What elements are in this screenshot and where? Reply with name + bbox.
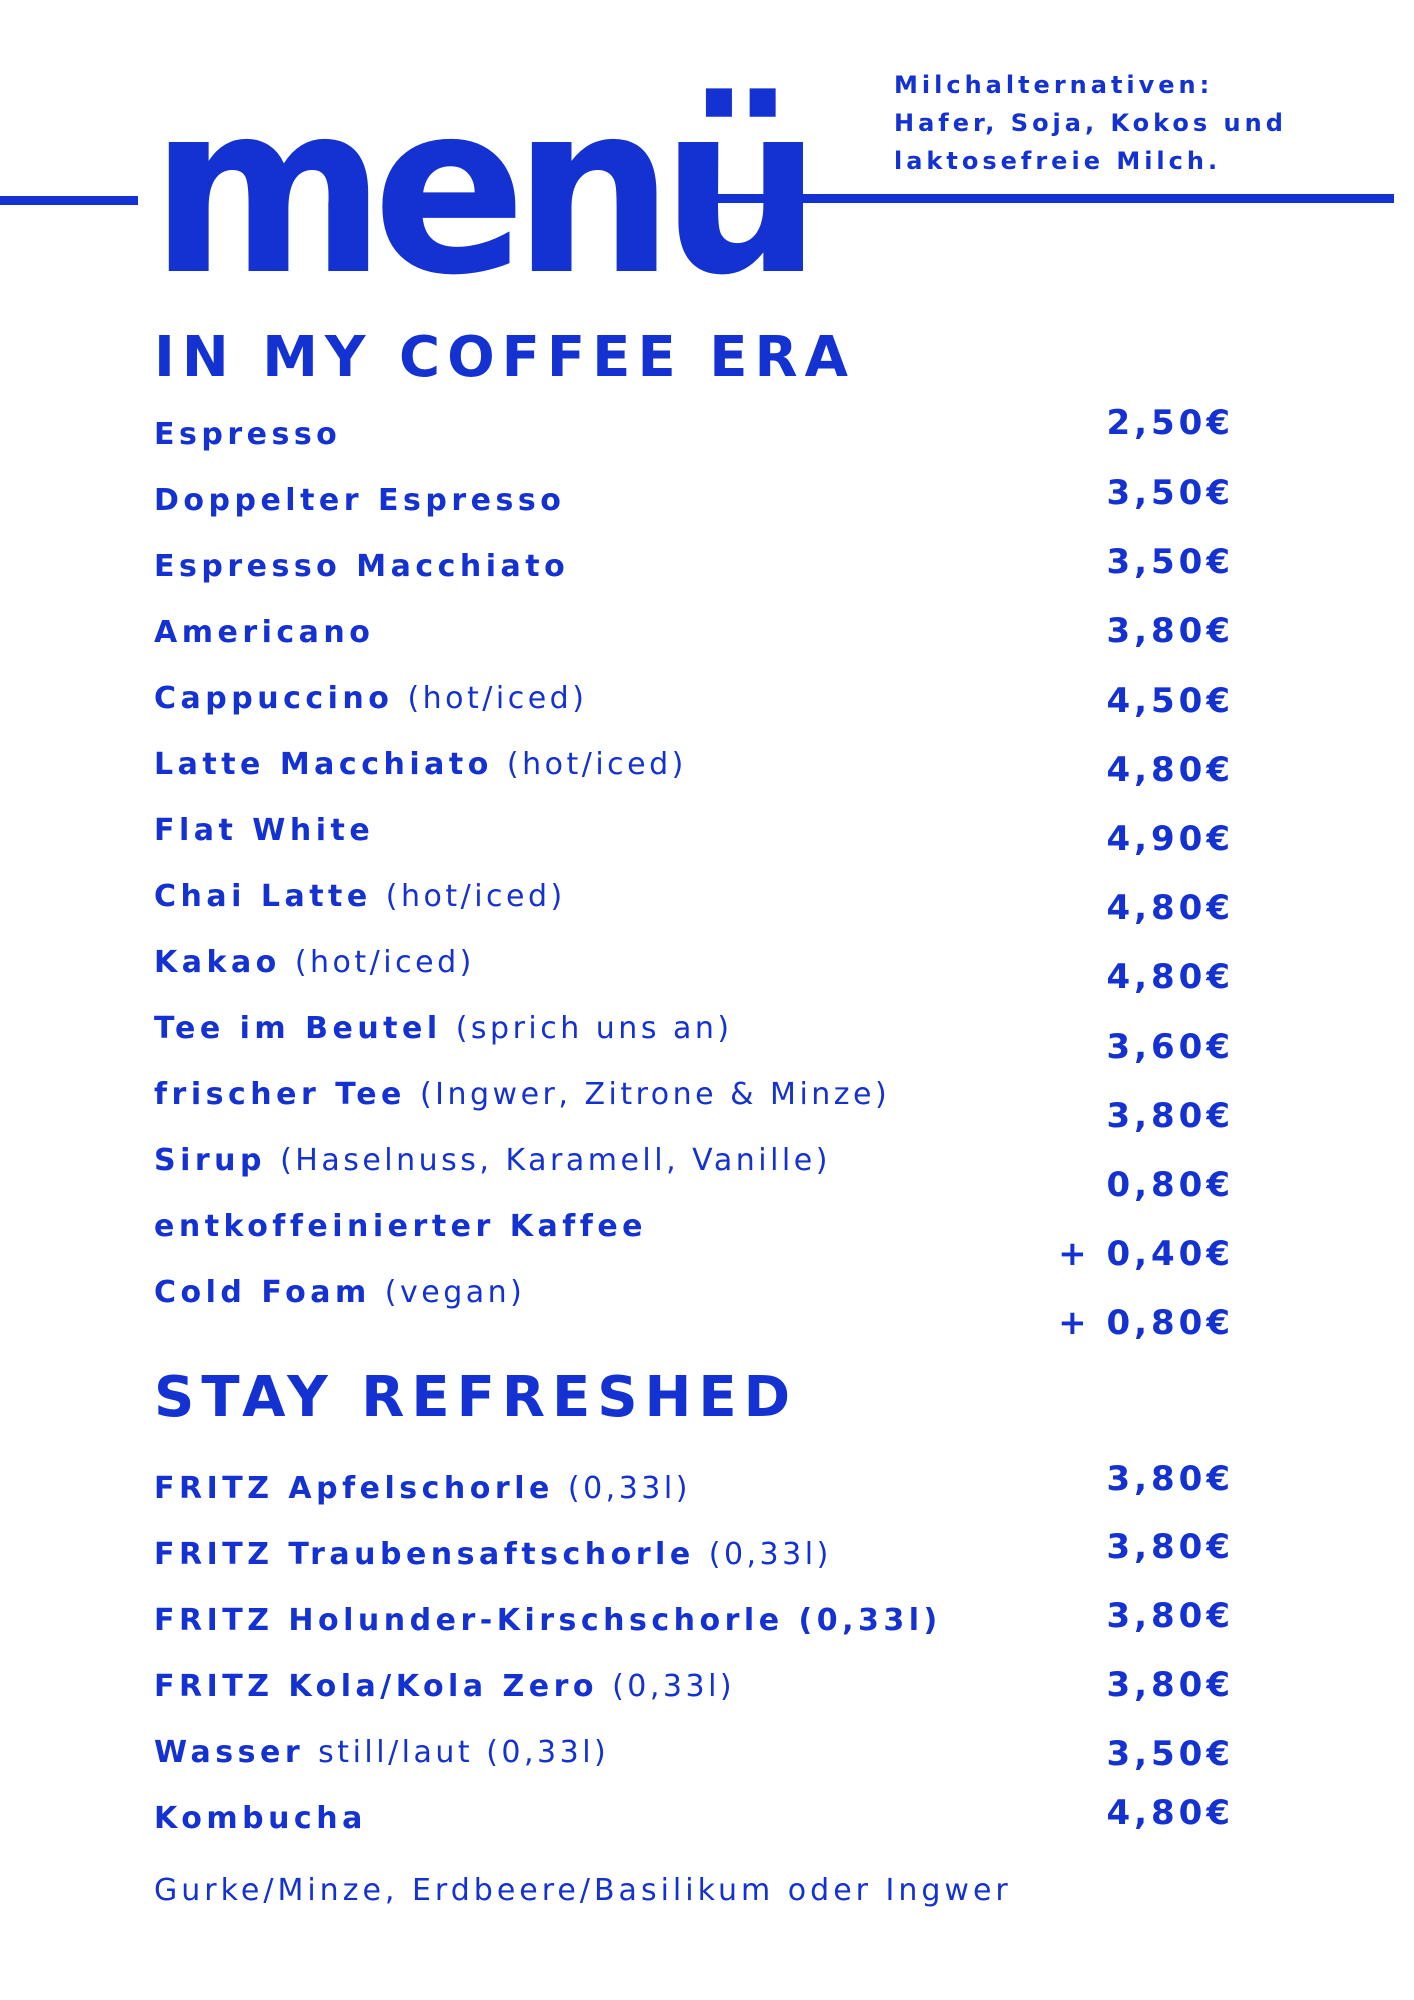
kombucha-flavors-note: Gurke/Minze, Erdbeere/Basilikum oder Ingwer bbox=[154, 1873, 1012, 1908]
item-name: Latte Macchiato bbox=[154, 747, 493, 782]
item-name: FRITZ Holunder-Kirschschorle (0,33l) bbox=[154, 1603, 942, 1638]
menu-item bbox=[154, 417, 1234, 452]
item-detail: (hot/iced) bbox=[407, 681, 588, 716]
menu-item bbox=[154, 549, 1234, 584]
section-title-coffee: IN MY COFFEE ERA bbox=[154, 325, 855, 390]
item-name: Cold Foam bbox=[154, 1275, 371, 1310]
menu-item bbox=[154, 1603, 1234, 1638]
menu-item bbox=[154, 681, 1234, 716]
menu-item bbox=[154, 1537, 1234, 1572]
item-price: 3,80€ bbox=[1106, 1459, 1234, 1499]
menu-item bbox=[154, 615, 1234, 650]
item-price: 3,50€ bbox=[1106, 473, 1234, 513]
item-detail: (hot/iced) bbox=[385, 879, 566, 914]
item-detail: (sprich uns an) bbox=[455, 1011, 733, 1046]
menu-logo: menü bbox=[150, 52, 809, 327]
item-price: 0,80€ bbox=[1106, 1165, 1234, 1205]
menu-item bbox=[154, 747, 1234, 782]
item-price: 4,90€ bbox=[1106, 819, 1234, 859]
item-name: Espresso Macchiato bbox=[154, 549, 570, 584]
item-detail: (vegan) bbox=[384, 1275, 526, 1310]
item-name: Sirup bbox=[154, 1143, 267, 1178]
item-detail: (0,33l) bbox=[612, 1669, 736, 1704]
item-name: FRITZ Traubensaftschorle bbox=[154, 1537, 695, 1572]
item-name: Tee im Beutel bbox=[154, 1011, 442, 1046]
item-name: FRITZ Apfelschorle bbox=[154, 1471, 554, 1506]
item-detail: (Haselnuss, Karamell, Vanille) bbox=[280, 1143, 831, 1178]
item-name: Doppelter Espresso bbox=[154, 483, 566, 518]
item-name: Flat White bbox=[154, 813, 375, 848]
item-detail: (hot/iced) bbox=[506, 747, 687, 782]
menu-item bbox=[154, 1801, 1234, 1836]
menu-item bbox=[154, 813, 1234, 848]
item-name: Americano bbox=[154, 615, 375, 650]
item-detail: (Ingwer, Zitrone & Minze) bbox=[419, 1077, 891, 1112]
item-name: Cappuccino bbox=[154, 681, 394, 716]
note-line: Milchalternativen: bbox=[894, 71, 1214, 99]
item-price: 3,80€ bbox=[1106, 1096, 1234, 1136]
note-line: laktosefreie Milch. bbox=[894, 147, 1222, 175]
item-detail: (0,33l) bbox=[708, 1537, 832, 1572]
item-detail: still/laut (0,33l) bbox=[318, 1735, 610, 1770]
item-price: 4,80€ bbox=[1106, 750, 1234, 790]
menu-item bbox=[154, 879, 1234, 914]
menu-item bbox=[154, 1669, 1234, 1704]
item-detail: (0,33l) bbox=[567, 1471, 691, 1506]
item-price: 2,50€ bbox=[1106, 403, 1234, 443]
item-price: 4,80€ bbox=[1106, 1793, 1234, 1833]
menu-item bbox=[154, 1471, 1234, 1506]
item-name: frischer Tee bbox=[154, 1077, 406, 1112]
menu-item bbox=[154, 1143, 1234, 1178]
menu-item bbox=[154, 483, 1234, 518]
item-price: 4,80€ bbox=[1106, 888, 1234, 928]
item-price: 3,80€ bbox=[1106, 1665, 1234, 1705]
item-price: 3,80€ bbox=[1106, 1596, 1234, 1636]
header-rule-left bbox=[0, 196, 138, 205]
item-name: Espresso bbox=[154, 417, 342, 452]
menu-item bbox=[154, 1011, 1234, 1046]
item-price: 3,80€ bbox=[1106, 611, 1234, 651]
note-line: Hafer, Soja, Kokos und bbox=[894, 109, 1287, 137]
item-name: Kakao bbox=[154, 945, 281, 980]
item-name: Wasser bbox=[154, 1735, 305, 1770]
milk-alternatives-note bbox=[894, 66, 1314, 180]
item-name: FRITZ Kola/Kola Zero bbox=[154, 1669, 599, 1704]
item-name: Chai Latte bbox=[154, 879, 372, 914]
menu-item bbox=[154, 945, 1234, 980]
item-price: 3,50€ bbox=[1106, 542, 1234, 582]
item-name: Kombucha bbox=[154, 1801, 367, 1836]
item-price: 3,60€ bbox=[1106, 1027, 1234, 1067]
item-price: + 0,80€ bbox=[1058, 1303, 1234, 1343]
item-name: entkoffeinierter Kaffee bbox=[154, 1209, 648, 1244]
item-price: 3,80€ bbox=[1106, 1527, 1234, 1567]
menu-item bbox=[154, 1735, 1234, 1770]
section-title-refreshed: STAY REFRESHED bbox=[154, 1365, 798, 1430]
item-detail: (hot/iced) bbox=[294, 945, 475, 980]
menu-item bbox=[154, 1077, 1234, 1112]
item-price: 4,50€ bbox=[1106, 681, 1234, 721]
item-price: 4,80€ bbox=[1106, 957, 1234, 997]
item-price: + 0,40€ bbox=[1058, 1234, 1234, 1274]
item-price: 3,50€ bbox=[1106, 1734, 1234, 1774]
